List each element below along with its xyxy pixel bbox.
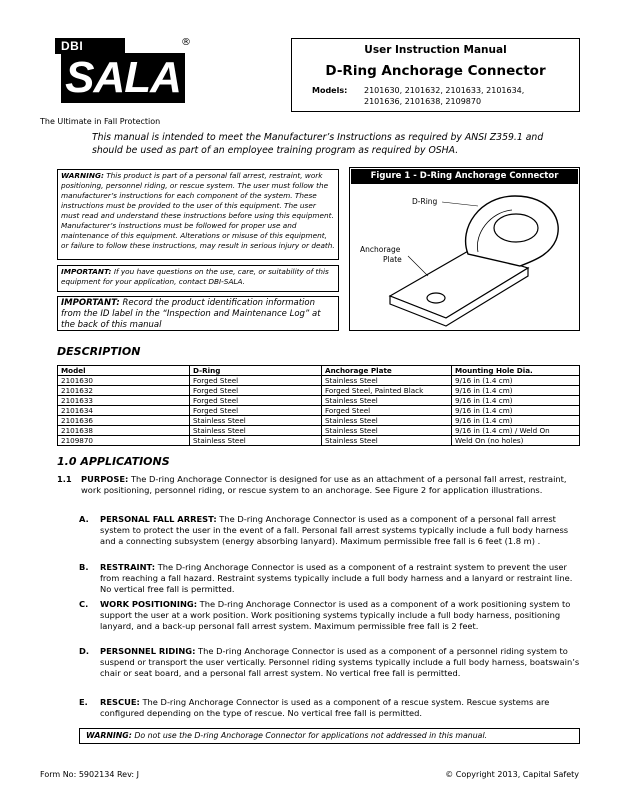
label-d-ring: D-Ring (412, 197, 438, 206)
table-row (58, 386, 580, 396)
product-title: D-Ring Anchorage Connector (325, 63, 546, 79)
cell-model: 2101638 (58, 426, 190, 436)
applications-warning (79, 728, 580, 744)
application-item (79, 646, 580, 678)
cell-d-ring: Forged Steel (190, 396, 322, 406)
models-label: Models: (312, 86, 348, 95)
item-body (100, 646, 580, 678)
item-text: The D-ring Anchorage Connector is used as a component of a personnel riding system to suspend or transport the user vertically. Personnel riding systems typically include a full body harness, boatswain’s chair or seat board, and a personal fall arrest system. No vertical free fall is permitted. (100, 646, 580, 678)
item-label: PERSONNEL RIDING: (100, 646, 196, 656)
application-item (79, 599, 580, 631)
dbi-sala-logo (55, 37, 191, 118)
header-d-ring: D-Ring (190, 366, 322, 376)
item-text: The D-ring Anchorage Connector is used as a component of a work positioning system to support the user at a work position. Work positioning systems typically include a full body harness, positioning lanyard, and a back-up personal fall arrest system. Maximum permissible free fall is 2 feet. (100, 599, 571, 631)
item-letter: B. (79, 562, 89, 572)
application-item (79, 697, 580, 719)
mounting-hole (427, 293, 445, 303)
item-label: RESCUE: (100, 697, 140, 707)
application-item (79, 562, 580, 594)
cell-d-ring: Stainless Steel (190, 426, 322, 436)
item-label: PERSONAL FALL ARREST: (100, 514, 217, 524)
important-text-1: If you have questions on the use, care, or suitability of this equipment for your application, contact DBI-SALA. (61, 267, 329, 286)
cell-hole: 9/16 in (1.4 cm) (452, 416, 580, 426)
cell-d-ring: Forged Steel (190, 376, 322, 386)
logo-sala: SALA (61, 53, 185, 103)
cell-d-ring: Stainless Steel (190, 436, 322, 446)
cell-d-ring: Forged Steel (190, 406, 322, 416)
purpose-paragraph (57, 474, 580, 495)
cell-model: 2101632 (58, 386, 190, 396)
cell-model: 2101633 (58, 396, 190, 406)
item-text: The D-ring Anchorage Connector is used as a component of a rescue system. Rescue systems are configured depending on the type of rescue. No vertical free fall is permitted. (100, 697, 550, 718)
cell-model: 2101634 (58, 406, 190, 416)
item-body (100, 562, 580, 594)
d-ring-leader (442, 202, 478, 206)
important-label-1: IMPORTANT: (61, 267, 112, 276)
cell-plate: Stainless Steel (322, 416, 452, 426)
warning-text: This product is part of a personal fall arrest, restraint, work positioning, personnel riding, or rescue system. The user must follow the manufacturer’s instructions for each component of the system. These instructions must be provided to the user of this equipment. The user must read and understand these instructions before using this equipment. Manufacturer’s instructions must be followed for proper use and maintenance of this equipment. Alterations or misuse of this equipment, or failure to follow these instructions, may result in serious injury or death. (61, 171, 335, 250)
d-ring-illustration (350, 168, 581, 332)
table-row (58, 426, 580, 436)
label-plate: Plate (383, 255, 402, 264)
cell-d-ring: Stainless Steel (190, 416, 322, 426)
applications-warning-label: WARNING: (86, 731, 132, 740)
cell-model: 2101636 (58, 416, 190, 426)
models-line (312, 85, 571, 107)
label-anchorage: Anchorage (360, 245, 401, 254)
cell-plate: Forged Steel (322, 406, 452, 416)
logo-tagline: The Ultimate in Fall Protection (40, 117, 161, 126)
cell-d-ring: Forged Steel (190, 386, 322, 396)
cell-hole: Weld On (no holes) (452, 436, 580, 446)
figure-title: Figure 1 - D-Ring Anchorage Connector (351, 169, 578, 184)
intro-text: This manual is intended to meet the Manufacturer’s Instructions as required by ANSI Z359.1 and should be used as part of an employee training program as required by OSHA. (92, 132, 544, 156)
cell-hole: 9/16 in (1.4 cm) (452, 376, 580, 386)
table-row (58, 416, 580, 426)
item-letter: C. (79, 599, 89, 609)
important-box-1 (57, 265, 339, 292)
manual-type: User Instruction Manual (364, 44, 507, 56)
item-label: RESTRAINT: (100, 562, 156, 572)
application-item (79, 514, 580, 546)
important-label-2: IMPORTANT: (61, 298, 120, 308)
purpose-body (81, 474, 580, 495)
cell-model: 2109870 (58, 436, 190, 446)
copyright: © Copyright 2013, Capital Safety (445, 770, 579, 779)
item-body (100, 599, 580, 631)
item-letter: D. (79, 646, 90, 656)
cell-model: 2101630 (58, 376, 190, 386)
purpose-label: PURPOSE: (81, 474, 129, 484)
figure-1 (349, 167, 580, 331)
item-text: The D-ring Anchorage Connector is used as a component of a restraint system to prevent the user from reaching a fall hazard. Restraint systems typically include a full body harness and a lanyard or restraint line. No vertical free fall is permitted. (100, 562, 573, 594)
important-box-2 (57, 296, 339, 331)
item-label: WORK POSITIONING: (100, 599, 198, 609)
cell-hole: 9/16 in (1.4 cm) (452, 396, 580, 406)
applications-title: 1.0 APPLICATIONS (57, 455, 170, 468)
table-row (58, 376, 580, 386)
description-title: DESCRIPTION (57, 345, 141, 358)
cell-plate: Stainless Steel (322, 426, 452, 436)
warning-box (57, 169, 339, 260)
logo-dbi: DBI (55, 38, 125, 54)
item-letter: E. (79, 697, 88, 707)
important-text-2: Record the product identification information from the ID label in the “Inspection and Maintenance Log” at the back of this manual (61, 298, 321, 330)
header-model: Model (58, 366, 190, 376)
models-value: 2101630, 2101632, 2101633, 2101634, 2101636, 2101638, 2109870 (364, 86, 525, 106)
cell-plate: Forged Steel, Painted Black (322, 386, 452, 396)
cell-plate: Stainless Steel (322, 376, 452, 386)
registered-mark: ® (181, 37, 191, 48)
cell-hole: 9/16 in (1.4 cm) (452, 406, 580, 416)
warning-label: WARNING: (61, 171, 104, 180)
title-box (291, 38, 580, 112)
table-header-row (58, 366, 580, 376)
table-row (58, 396, 580, 406)
d-ring-opening (494, 214, 538, 242)
header-mounting-hole: Mounting Hole Dia. (452, 366, 580, 376)
purpose-number: 1.1 (57, 474, 72, 484)
item-text: The D-ring Anchorage Connector is used as a component of a personal fall arrest system to protect the user in the event of a fall. Personal fall arrest systems typically include a full body harness and a connecting subsystem (energy absorbing lanyard). Maximum permissible free fall is 6 feet (1.8 m) . (100, 514, 569, 546)
cell-plate: Stainless Steel (322, 436, 452, 446)
item-letter: A. (79, 514, 89, 524)
table-row (58, 436, 580, 446)
cell-hole: 9/16 in (1.4 cm) / Weld On (452, 426, 580, 436)
header-anchorage-plate: Anchorage Plate (322, 366, 452, 376)
applications-warning-text: Do not use the D-ring Anchorage Connector for applications not addressed in this manual. (131, 731, 488, 740)
item-body (100, 514, 580, 546)
form-number: Form No: 5902134 Rev: J (40, 770, 139, 779)
purpose-text: The D-ring Anchorage Connector is designed for use as an attachment of a personal fall arrest, restraint, work positioning, personnel riding, or rescue system to an anchorage. See Figure 2 for application illustrations. (81, 474, 567, 495)
cell-plate: Stainless Steel (322, 396, 452, 406)
plate-leader (408, 256, 428, 276)
cell-hole: 9/16 in (1.4 cm) (452, 386, 580, 396)
table-row (58, 406, 580, 416)
item-body (100, 697, 580, 719)
description-table (57, 365, 580, 446)
